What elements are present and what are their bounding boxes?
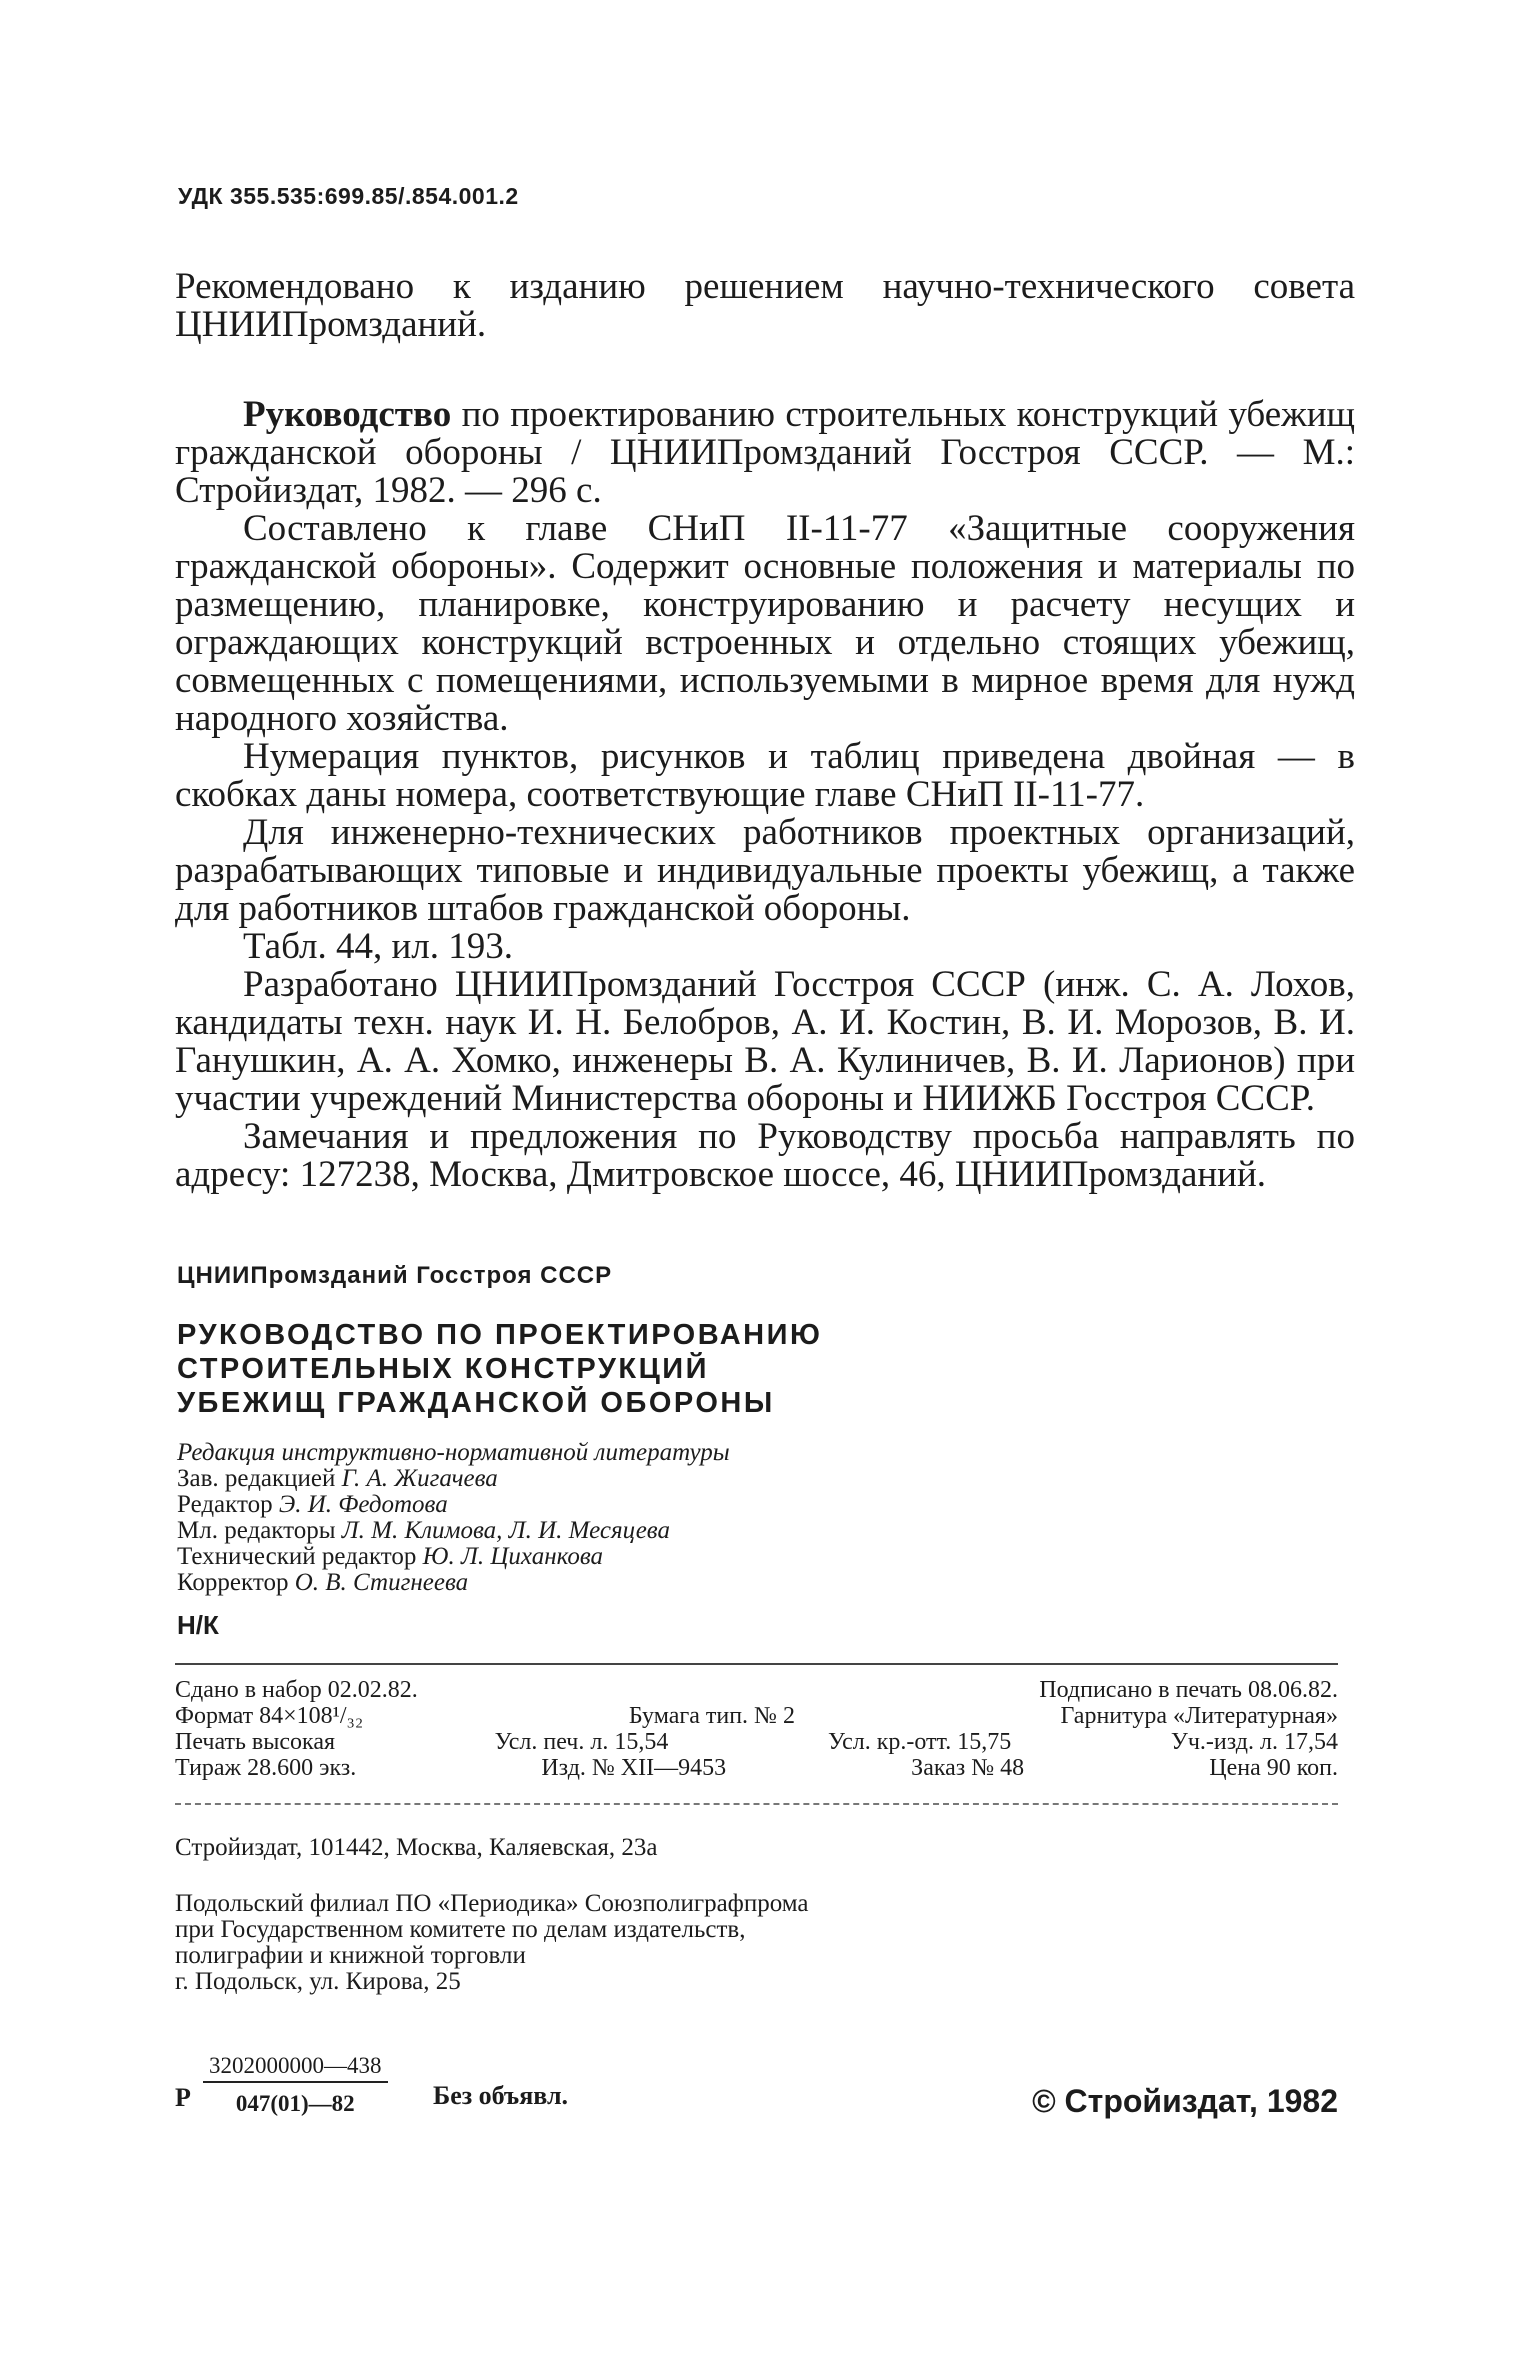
credits (177, 1440, 1355, 1596)
credit-line: Технический редактор Ю. Л. Циханкова (177, 1543, 604, 1570)
abstract-paragraph: Разработано ЦНИИПромзданий Госстроя СССР (инж. С. А. Лохов, кандидаты техн. наук И. Н. Белобров, А. И. Костин, В. И. Морозов, В. И. Ганушкин, А. А. Хомко, инженеры В. А. Кулиничев, В. И. Ларионов) при участии учреждений Министерства обороны и НИИЖБ Госстроя СССР. (175, 964, 1355, 1119)
abstract-paragraph: Табл. 44, ил. 193. (243, 926, 513, 967)
credit-line: Корректор О. В. Стигнеева (177, 1569, 469, 1596)
index-letter: Р (175, 2083, 191, 2112)
footer (175, 2053, 1338, 2143)
credit-line: Редактор Э. И. Федотова (177, 1491, 448, 1518)
copyright: © Стройиздат, 1982 (1032, 2083, 1338, 2119)
bibliographic-entry (175, 396, 1355, 510)
abstract-paragraph: Составлено к главе СНиП II-11-77 «Защитные сооружения гражданской обороны». Содержит основные положения и материалы по размещению, планировке, конструированию и расчету несущих и ограждающих конструкций встроенных и отдельно стоящих убежищ, совмещенных с помещениями, используемыми в мирное время для нужд народного хозяйства. (175, 508, 1355, 739)
book-title-line: РУКОВОДСТВО ПО ПРОЕКТИРОВАНИЮ (177, 1319, 823, 1351)
no-announcement-note: Без объявл. (433, 2081, 569, 2110)
publisher-address: Стройиздат, 101442, Москва, Каляевская, 23а (175, 1834, 658, 1861)
abstract-biblio: по проектированию строительных конструкций убежищ гражданской обороны / ЦНИИПромзданий Госстроя СССР. — М.: Стройиздат, 1982. — 296 с. (175, 394, 1355, 511)
abstract-paragraph: Замечания и предложения по Руководству просьба направлять по адресу: 127238, Москва, Дмитровское шоссе, 46, ЦНИИПромзданий. (175, 1116, 1355, 1195)
print-info-row: Тираж 28.600 экз. Изд. № XII—9453 Заказ № 48 Цена 90 коп. (175, 1755, 1338, 1781)
index-denominator: 047(01)—82 (235, 2091, 355, 2116)
colophon-page (175, 150, 1355, 2143)
abstract-paragraph: Нумерация пунктов, рисунков и таблиц приведена двойная — в скобках даны номера, соответствующие главе СНиП II-11-77. (175, 736, 1355, 815)
abstract-title: Руководство (243, 394, 452, 435)
print-info (175, 1677, 1338, 1781)
print-info-row: Печать высокая Усл. печ. л. 15,54 Усл. кр.-отт. 15,75 Уч.-изд. л. 17,54 (175, 1729, 1338, 1755)
print-info-row: Формат 84×108¹/₃₂ Бумага тип. № 2 Гарнитура «Литературная» (175, 1703, 1338, 1729)
edition: Редакция инструктивно-нормативной литературы (177, 1439, 730, 1466)
book-title-line: СТРОИТЕЛЬНЫХ КОНСТРУКЦИЙ (177, 1353, 709, 1385)
index-numerator: 3202000000—438 (203, 2053, 388, 2083)
imprint (175, 1262, 1355, 1641)
print-info-row: Сдано в набор 02.02.82. Подписано в печать 08.06.82. (175, 1677, 1338, 1703)
recommendation: Рекомендовано к изданию решением научно-технического совета ЦНИИПромзданий. (175, 266, 1355, 345)
abstract-paragraph: Для инженерно-технических работников проектных организаций, разрабатывающих типовые и индивидуальные проекты убежищ, а также для работников штабов гражданской обороны. (175, 812, 1355, 929)
book-title (177, 1318, 1355, 1420)
udk-code: УДК 355.535:699.85/.854.001.2 (178, 183, 519, 209)
nk-mark: Н/К (177, 1610, 219, 1640)
printer-info: Подольский филиал ПО «Периодика» Союзполиграфпрома при Государственном комитете по делам издательств, полиграфии и книжной торговли г. Подольск, ул. Кирова, 25 (175, 1890, 809, 1995)
book-title-line: УБЕЖИЩ ГРАЖДАНСКОЙ ОБОРОНЫ (177, 1387, 775, 1419)
credit-line: Зав. редакцией Г. А. Жигачева (177, 1465, 498, 1492)
organization: ЦНИИПромзданий Госстроя СССР (177, 1262, 613, 1289)
divider (175, 1663, 1338, 1665)
divider (175, 1803, 1338, 1805)
index-fraction (203, 2053, 388, 2117)
credit-line: Мл. редакторы Л. М. Климова, Л. И. Месяцева (177, 1517, 670, 1544)
abstract (175, 396, 1355, 1194)
